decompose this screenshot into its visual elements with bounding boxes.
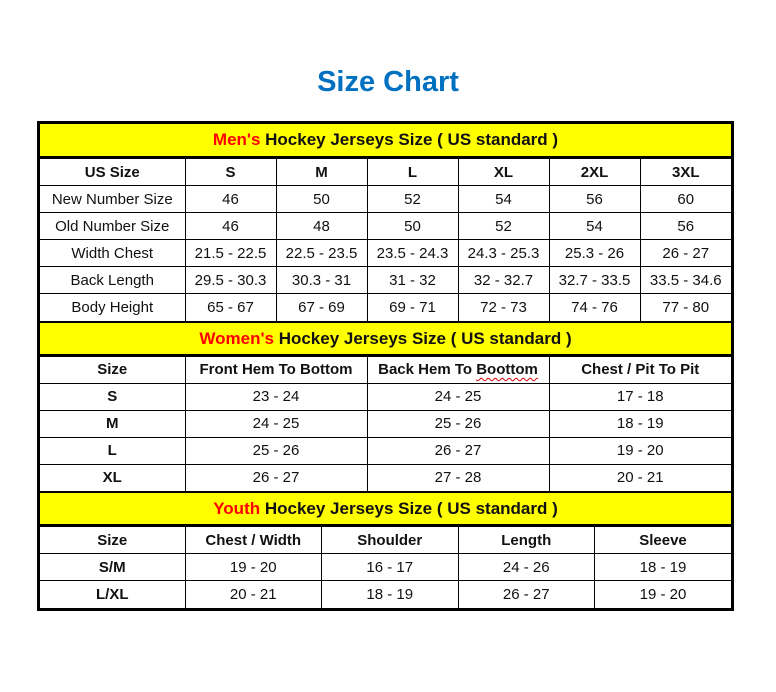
- column-header: US Size: [40, 159, 185, 186]
- table-cell: 22.5 - 23.5: [276, 240, 367, 267]
- table-row: [40, 464, 731, 491]
- table-cell: 54: [458, 186, 549, 213]
- table-cell: 16 - 17: [322, 554, 459, 581]
- page-title: Size Chart: [317, 66, 459, 98]
- table-cell: 18 - 19: [549, 410, 731, 437]
- column-header: 3XL: [640, 159, 731, 186]
- row-label: S: [40, 383, 185, 410]
- table-cell: 26 - 27: [367, 437, 549, 464]
- row-label: Width Chest: [40, 240, 185, 267]
- section-title-highlight: Women's: [199, 328, 274, 348]
- table-cell: 30.3 - 31: [276, 267, 367, 294]
- size-table-section-youth: [40, 492, 731, 608]
- row-label: Back Length: [40, 267, 185, 294]
- section-title-band-mens: [40, 124, 731, 158]
- column-header: Shoulder: [322, 527, 459, 554]
- table-cell: 50: [367, 213, 458, 240]
- section-title-band-youth: [40, 492, 731, 526]
- table-cell: 31 - 32: [367, 267, 458, 294]
- table-cell: 25 - 26: [367, 410, 549, 437]
- table-cell: 32 - 32.7: [458, 267, 549, 294]
- table-cell: 72 - 73: [458, 294, 549, 321]
- row-label: New Number Size: [40, 186, 185, 213]
- table-cell: 74 - 76: [549, 294, 640, 321]
- misspelled-word: Boottom: [476, 361, 538, 378]
- section-title-highlight: Youth: [213, 499, 261, 518]
- table-row: [40, 383, 731, 410]
- table-cell: 24 - 25: [185, 410, 367, 437]
- table-cell: 52: [367, 186, 458, 213]
- section-title-rest: Hockey Jerseys Size ( US standard ): [273, 328, 572, 348]
- table-cell: 26 - 27: [185, 464, 367, 491]
- row-label: S/M: [40, 554, 185, 581]
- table-cell: 24 - 26: [458, 554, 595, 581]
- table-cell: 20 - 21: [185, 581, 322, 608]
- column-header: Chest / Pit To Pit: [549, 356, 731, 383]
- size-tables-container: [37, 121, 734, 611]
- table-row: [40, 186, 731, 213]
- table-cell: 46: [185, 213, 276, 240]
- table-cell: 20 - 21: [549, 464, 731, 491]
- column-header: S: [185, 159, 276, 186]
- table-cell: 18 - 19: [322, 581, 459, 608]
- table-cell: 48: [276, 213, 367, 240]
- row-label: XL: [40, 464, 185, 491]
- table-cell: 25.3 - 26: [549, 240, 640, 267]
- table-cell: 60: [640, 186, 731, 213]
- table-cell: 27 - 28: [367, 464, 549, 491]
- table-cell: 21.5 - 22.5: [185, 240, 276, 267]
- table-cell: 56: [640, 213, 731, 240]
- table-cell: 23 - 24: [185, 383, 367, 410]
- table-header-row: [40, 356, 731, 383]
- table-cell: 67 - 69: [276, 294, 367, 321]
- table-cell: 19 - 20: [185, 554, 322, 581]
- column-header-text: Back Hem To: [378, 361, 477, 378]
- table-header-row: [40, 527, 731, 554]
- size-table-section-mens: [40, 124, 731, 322]
- section-title-highlight: Men's: [212, 130, 261, 149]
- row-label: L/XL: [40, 581, 185, 608]
- size-table-youth: [40, 526, 731, 608]
- table-cell: 52: [458, 213, 549, 240]
- column-header: Chest / Width: [185, 527, 322, 554]
- table-row: [40, 240, 731, 267]
- row-label: M: [40, 410, 185, 437]
- table-cell: 46: [185, 186, 276, 213]
- column-header: Front Hem To Bottom: [185, 356, 367, 383]
- section-title-rest: Hockey Jerseys Size ( US standard ): [260, 499, 558, 518]
- section-title-rest: Hockey Jerseys Size ( US standard ): [260, 130, 559, 149]
- table-header-row: [40, 159, 731, 186]
- table-row: [40, 294, 731, 321]
- column-header: Sleeve: [595, 527, 732, 554]
- column-header: Size: [40, 356, 185, 383]
- table-cell: 26 - 27: [458, 581, 595, 608]
- table-row: [40, 213, 731, 240]
- table-cell: 54: [549, 213, 640, 240]
- table-row: [40, 437, 731, 464]
- section-title-band-womens: [40, 322, 731, 356]
- table-row: [40, 410, 731, 437]
- column-header: L: [367, 159, 458, 186]
- table-cell: 24 - 25: [367, 383, 549, 410]
- column-header: [367, 356, 549, 383]
- table-cell: 65 - 67: [185, 294, 276, 321]
- table-cell: 56: [549, 186, 640, 213]
- table-cell: 19 - 20: [595, 581, 732, 608]
- column-header: Length: [458, 527, 595, 554]
- table-cell: 33.5 - 34.6: [640, 267, 731, 294]
- table-cell: 17 - 18: [549, 383, 731, 410]
- size-table-section-womens: [40, 322, 731, 493]
- table-cell: 50: [276, 186, 367, 213]
- table-cell: 26 - 27: [640, 240, 731, 267]
- table-cell: 77 - 80: [640, 294, 731, 321]
- row-label: Body Height: [40, 294, 185, 321]
- size-table-womens: [40, 356, 731, 492]
- table-cell: 25 - 26: [185, 437, 367, 464]
- row-label: Old Number Size: [40, 213, 185, 240]
- column-header: Size: [40, 527, 185, 554]
- row-label: L: [40, 437, 185, 464]
- table-cell: 69 - 71: [367, 294, 458, 321]
- table-cell: 23.5 - 24.3: [367, 240, 458, 267]
- table-cell: 18 - 19: [595, 554, 732, 581]
- table-cell: 32.7 - 33.5: [549, 267, 640, 294]
- column-header: M: [276, 159, 367, 186]
- size-table-mens: [40, 158, 731, 321]
- column-header: 2XL: [549, 159, 640, 186]
- table-row: [40, 554, 731, 581]
- column-header: XL: [458, 159, 549, 186]
- table-row: [40, 267, 731, 294]
- table-row: [40, 581, 731, 608]
- table-cell: 24.3 - 25.3: [458, 240, 549, 267]
- table-cell: 19 - 20: [549, 437, 731, 464]
- table-cell: 29.5 - 30.3: [185, 267, 276, 294]
